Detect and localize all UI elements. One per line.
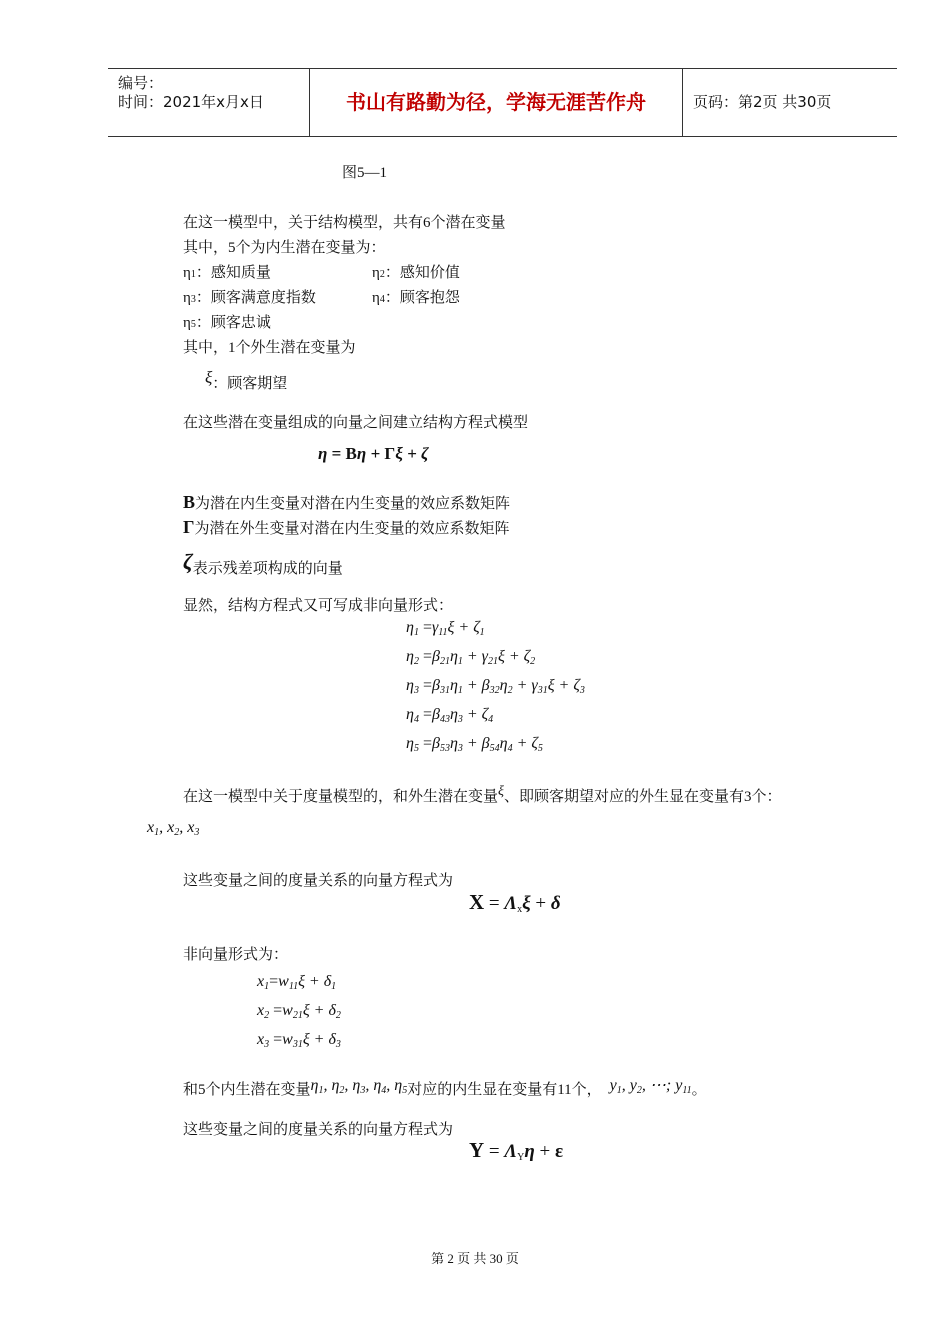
header-meta-cell	[108, 69, 310, 136]
text-part: 。	[691, 1082, 707, 1098]
gamma-definition: Γ为潜在外生变量对潜在内生变量的效应系数矩阵	[183, 517, 510, 537]
header-motto: 书山有路勤为径，学海无涯苦作舟	[310, 69, 683, 136]
header-page-info: 页码：第2页 共30页	[693, 93, 832, 111]
equation-eta4: $\eta_4 =\beta_{43}\eta_3 + \zeta_4$	[406, 706, 494, 725]
equation-eta2: $\eta_2 =\beta_{21}\eta_1 + \gamma_{21}\xi + \zeta_2$	[406, 648, 536, 667]
text-part: 、即顾客期望对应的外生显在变量有3个：	[504, 789, 782, 805]
zeta-desc: 表示残差项构成的向量	[192, 561, 343, 577]
page-header	[108, 68, 897, 137]
eta1-label: 感知质量	[210, 265, 271, 281]
gamma-desc: 为潜在外生变量对潜在内生变量的效应系数矩阵	[194, 521, 510, 537]
page-footer: 第 2 页 共 30 页	[431, 1251, 519, 1266]
eta2-item: η2：感知价值	[372, 265, 460, 281]
paragraph: 这些变量之间的度量关系的向量方程式为	[183, 1122, 454, 1138]
equation-x1: $x_1=w_{11}\xi + \delta_1$	[257, 973, 337, 992]
eta4-item: η4：顾客抱怨	[372, 290, 460, 306]
equation-eta3: $\eta_3 =\beta_{31}\eta_1 + \beta_{32}\eta_2 + \gamma_{31}\xi + \zeta_3$	[406, 677, 585, 696]
paragraph: 显然，结构方程式又可写成非向量形式：	[183, 598, 454, 614]
paragraph-endogenous: 和5个内生潜在变量$\eta_1$, $\eta_2$, $\eta_3$, $\eta_4$, $\eta_5$对应的内生显在变量有11个， $y_1$, $y_2$, ⋯; $y_{11}$。	[183, 1077, 707, 1098]
equation-x2: $x_2 =w_{21}\xi + \delta_2$	[257, 1002, 341, 1021]
measurement-equation-y: $Y = \Lambda_Y\eta + \varepsilon$	[469, 1138, 564, 1163]
equation-eta5: $\eta_5 =\beta_{53}\eta_3 + \beta_{54}\eta_4 + \zeta_5$	[406, 735, 543, 754]
text-part: 对应的内生显在变量有11个，	[407, 1082, 602, 1098]
number-label: 编号：	[118, 74, 164, 92]
equation-x3: $x_3 =w_{31}\xi + \delta_3$	[257, 1031, 341, 1050]
eta1-item: η1：感知质量	[183, 265, 271, 281]
paragraph: 非向量形式为：	[183, 947, 289, 963]
time-label: 时间：2021年x月x日	[118, 93, 264, 111]
text-part: 和5个内生潜在变量	[183, 1082, 311, 1098]
xi-item: ξ：顾客期望	[205, 368, 288, 392]
b-desc: 为潜在内生变量对潜在内生变量的效应系数矩阵	[195, 496, 511, 512]
b-definition: B为潜在内生变量对潜在内生变量的效应系数矩阵	[183, 492, 511, 512]
paragraph: 其中，1个外生潜在变量为	[183, 340, 356, 356]
text-part: 在这一模型中关于度量模型的，和外生潜在变量	[183, 789, 499, 805]
paragraph-measurement: 在这一模型中关于度量模型的，和外生潜在变量ξ、即顾客期望对应的外生显在变量有3个：	[183, 784, 782, 805]
measurement-equation-x: $X = \Lambda_x\xi + \delta$	[469, 890, 561, 915]
eta2-label: 感知价值	[399, 265, 460, 281]
figure-caption: 图5—1	[342, 165, 388, 181]
eta5-item: η5：顾客忠诚	[183, 315, 271, 331]
paragraph: 这些变量之间的度量关系的向量方程式为	[183, 873, 454, 889]
zeta-definition: ζ表示残差项构成的向量	[183, 549, 343, 577]
paragraph: 在这些潜在变量组成的向量之间建立结构方程式模型	[183, 415, 529, 431]
structural-equation: η = Bη + Γξ + ζ	[318, 444, 429, 463]
paragraph: 在这一模型中，关于结构模型，共有6个潜在变量	[183, 215, 506, 231]
eta3-label: 顾客满意度指数	[210, 290, 316, 306]
eta4-label: 顾客抱怨	[399, 290, 460, 306]
equation-eta1: $\eta_1 =\gamma_{11}\xi + \zeta_1$	[406, 619, 485, 638]
eta3-item: η3：顾客满意度指数	[183, 290, 316, 306]
paragraph: 其中，5个为内生潜在变量为：	[183, 240, 386, 256]
eta5-label: 顾客忠诚	[210, 315, 271, 331]
xi-label: ：顾客期望	[212, 376, 288, 392]
exogenous-indicators: $x_1$, $x_2$, $x_3$	[147, 819, 200, 838]
